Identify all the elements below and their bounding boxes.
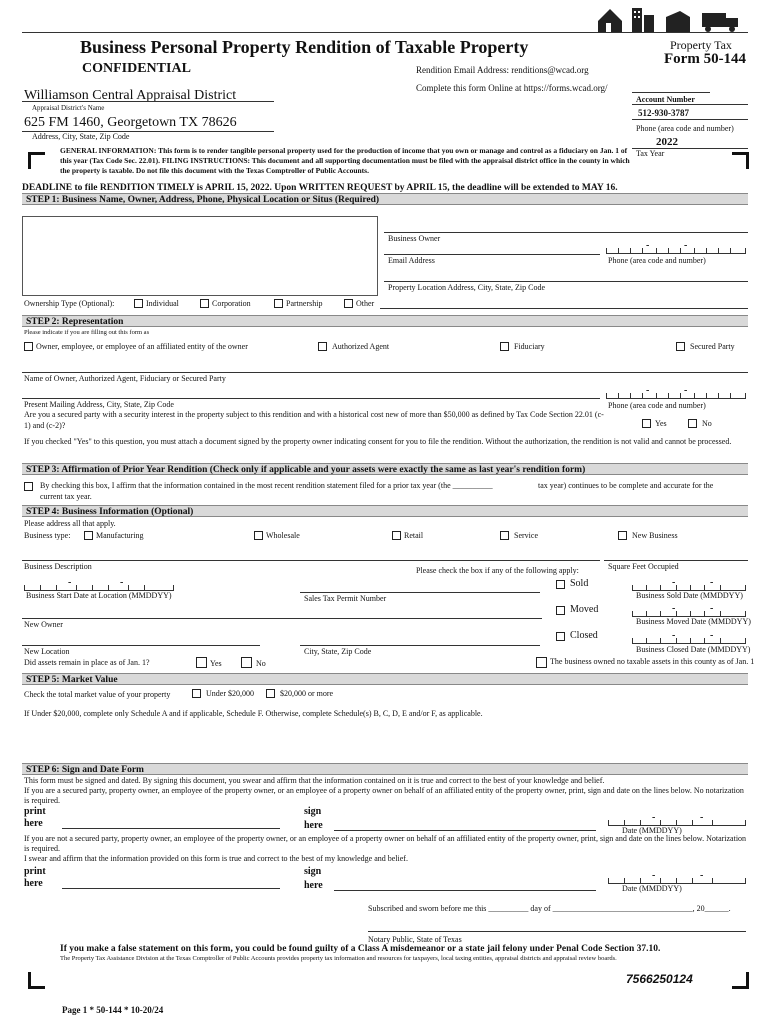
step1-header: STEP 1: Business Name, Owner, Address, Phone, Physical Location or Situs (Required): [22, 193, 748, 205]
print-here-label-2: here: [24, 878, 43, 889]
confidential-label: CONFIDENTIAL: [82, 61, 191, 76]
under-20000-label: Under $20,000: [206, 689, 254, 698]
address-all-label: Please address all that apply.: [24, 519, 116, 528]
notary-public-label: Notary Public, State of Texas: [368, 935, 462, 944]
fiduciary-label: Fiduciary: [514, 342, 545, 351]
secured-party-checkbox[interactable]: [676, 342, 685, 351]
corporation-label: Corporation: [212, 299, 251, 308]
square-feet-label: Square Feet Occupied: [608, 562, 679, 571]
print-label: print: [24, 806, 46, 817]
service-label: Service: [514, 531, 538, 540]
account-number-label: Account Number: [636, 95, 695, 104]
wholesale-checkbox[interactable]: [254, 531, 263, 540]
registration-mark: [28, 152, 45, 169]
authorized-agent-label: Authorized Agent: [332, 342, 390, 351]
step3-header: STEP 3: Affirmation of Prior Year Rendition (Check only if applicable and your assets were exactly the same as last year's rendition form): [22, 463, 748, 475]
sign-date-label-1: Date (MMDDYY): [622, 826, 682, 835]
prior-year-text: By checking this box, I affirm that the information contained in the most recent rendition statement filed for a prior tax year (the __________: [40, 481, 493, 490]
partnership-checkbox[interactable]: [274, 299, 283, 308]
page-number: Page 1 * 50-144 * 10-20/24: [62, 1005, 164, 1015]
signature-line-2[interactable]: [334, 890, 596, 891]
schedule-note: If Under $20,000, complete only Schedule A and if applicable, Schedule F. Otherwise, complete Schedule(s) B, C, D, E and/or F, as applicable.: [24, 709, 483, 718]
registration-mark: [28, 972, 45, 989]
closed-date-field[interactable]: [632, 636, 746, 644]
over-20000-checkbox[interactable]: [266, 689, 275, 698]
step4-header: STEP 4: Business Information (Optional): [22, 505, 748, 517]
barcode-number: 7566250124: [626, 972, 693, 986]
prior-year-text-3: current tax year.: [40, 492, 92, 501]
owner-checkbox[interactable]: [24, 342, 33, 351]
assets-remain-no-checkbox[interactable]: [241, 657, 252, 668]
sign-instructions-2: If you are a secured party, property owner, an employee of the property owner, or an employee of a property owner on behalf of an affiliated entity of the property owner, print, sign and date on the lines below. No notarization is required.: [24, 786, 744, 805]
city-state-zip-label: City, State, Zip Code: [304, 647, 372, 656]
secured-no-label: No: [702, 419, 712, 428]
prior-year-text-2: tax year) continues to be complete and accurate for the: [538, 481, 714, 490]
office-building-icon: [632, 8, 642, 32]
check-if-apply-label: Please check the box if any of the following apply:: [416, 566, 579, 575]
corporation-checkbox[interactable]: [200, 299, 209, 308]
secured-party-question: Are you a secured party with a security interest in the property subject to this rendition and with a historical cost new of more than $50,000 as defined by Tax Code Section 22.01 (c-1) and (c-2)?: [24, 410, 604, 430]
individual-checkbox[interactable]: [134, 299, 143, 308]
sign-instructions-3: If you are not a secured party, property owner, an employee of the property owner, or an employee of a property owner on behalf of an affiliated entity of the property owner, print, sign and date on the lines below. Notarization is required.: [24, 834, 747, 853]
sold-date-label: Business Sold Date (MMDDYY): [636, 591, 743, 600]
moved-date-label: Business Moved Date (MMDDYY): [636, 617, 751, 626]
individual-label: Individual: [146, 299, 179, 308]
sold-checkbox[interactable]: [556, 580, 565, 589]
sign-date-label-2: Date (MMDDYY): [622, 884, 682, 893]
property-type-icons: [594, 3, 746, 33]
tax-year-value: 2022: [656, 136, 678, 148]
manufacturing-checkbox[interactable]: [84, 531, 93, 540]
sign-date-field-2[interactable]: [608, 876, 746, 884]
no-taxable-assets-label: The business owned no taxable assets in this county as of Jan. 1: [550, 657, 755, 666]
form-title: Business Personal Property Rendition of Taxable Property: [80, 37, 529, 57]
moved-date-field[interactable]: [632, 609, 746, 617]
market-value-label: Check the total market value of your property: [24, 690, 171, 699]
business-description-label: Business Description: [24, 562, 92, 571]
closed-checkbox[interactable]: [556, 632, 565, 641]
assets-remain-no-label: No: [256, 659, 266, 668]
secured-no-checkbox[interactable]: [688, 419, 697, 428]
retail-checkbox[interactable]: [392, 531, 401, 540]
deadline-notice: DEADLINE to file RENDITION TIMELY is APRIL 15, 2022. Upon WRITTEN REQUEST by APRIL 15, the deadline will be extended to MAY 16.: [22, 183, 618, 193]
secured-yes-label: Yes: [655, 419, 667, 428]
ownership-type-label: Ownership Type (Optional):: [24, 299, 115, 308]
sign-here-label: here: [304, 820, 323, 831]
district-name: Williamson Central Appraisal District: [24, 88, 237, 103]
closed-label: Closed: [570, 630, 598, 641]
representative-phone-field[interactable]: [606, 391, 746, 399]
assets-remain-yes-checkbox[interactable]: [196, 657, 207, 668]
district-phone-label: Phone (area code and number): [636, 124, 734, 133]
assets-remain-yes-label: Yes: [210, 659, 222, 668]
fiduciary-checkbox[interactable]: [500, 342, 509, 351]
new-location-label: New Location: [24, 647, 70, 656]
over-20000-label: $20,000 or more: [280, 689, 334, 698]
no-taxable-assets-checkbox[interactable]: [536, 657, 547, 668]
oil-pump-icon: [666, 11, 690, 32]
print-name-line-2[interactable]: [62, 888, 280, 889]
manufacturing-label: Manufacturing: [96, 531, 144, 540]
other-checkbox[interactable]: [344, 299, 353, 308]
tax-year-label: Tax Year: [636, 149, 665, 158]
service-checkbox[interactable]: [500, 531, 509, 540]
district-address-label: Address, City, State, Zip Code: [32, 132, 130, 141]
rendition-email: Rendition Email Address: renditions@wcad.org: [416, 65, 589, 75]
closed-date-label: Business Closed Date (MMDDYY): [636, 645, 751, 654]
business-start-date-field[interactable]: [24, 583, 174, 591]
registration-mark: [732, 972, 749, 989]
sign-here-label-2: here: [304, 880, 323, 891]
property-location-label: Property Location Address, City, State, Zip Code: [388, 283, 546, 292]
signature-line-1[interactable]: [334, 830, 596, 831]
sign-date-field-1[interactable]: [608, 818, 746, 826]
subscribed-sworn-text: Subscribed and sworn before me this __________ day of ___________________________________, 20______.: [368, 904, 731, 913]
owner-phone-label: Phone (area code and number): [608, 256, 706, 265]
representative-name-label: Name of Owner, Authorized Agent, Fiduciary or Secured Party: [24, 374, 226, 383]
false-statement-warning: If you make a false statement on this form, you could be found guilty of a Class A misdemeanor or a state jail felony under Penal Code Section 37.10.: [60, 944, 661, 954]
business-owner-label: Business Owner: [388, 234, 441, 243]
sign-label-2: sign: [304, 866, 322, 877]
notary-signature-line[interactable]: [368, 931, 746, 932]
business-type-label: Business type:: [24, 531, 71, 540]
business-name-box[interactable]: [22, 216, 378, 296]
indicate-label: Please indicate if you are filling out this form as: [24, 329, 150, 336]
new-owner-label: New Owner: [24, 620, 63, 629]
assistance-division-note: The Property Tax Assistance Division at the Texas Comptroller of Public Accounts provides property tax information and resources for taxpayers, local taxing entities, appraisal districts and appraisal review boards.: [60, 955, 617, 962]
new-business-checkbox[interactable]: [618, 531, 627, 540]
secured-yes-checkbox[interactable]: [642, 419, 651, 428]
general-information: GENERAL INFORMATION: This form is to render tangible personal property used for the production of income that you own or manage and control as a fiduciary on Jan. 1 of this year (Tax Code Sec. 22.01). FILING INSTRUCTIONS: This document and all supporting documentation must be filed with the appraisal district office in the county in which the property is taxable. Do not file this document with the Texas Comptroller of Public Accounts.: [60, 146, 630, 175]
sign-instructions-1: This form must be signed and dated. By signing this document, you swear and affirm that the information contained on it is true and correct to the best of your knowledge and belief.: [24, 776, 605, 785]
form-number: Form 50-144: [664, 51, 747, 67]
owner-label: Owner, employee, or employee of an affiliated entity of the owner: [36, 342, 248, 351]
step5-header: STEP 5: Market Value: [22, 673, 748, 685]
owner-phone-field[interactable]: [606, 246, 746, 254]
form-type: Property Tax: [670, 38, 732, 52]
district-name-label: Appraisal District's Name: [32, 104, 105, 112]
business-start-date-label: Business Start Date at Location (MMDDYY): [26, 591, 172, 600]
authorized-agent-checkbox[interactable]: [318, 342, 327, 351]
moved-checkbox[interactable]: [556, 606, 565, 615]
sold-label: Sold: [570, 578, 589, 589]
district-address: 625 FM 1460, Georgetown TX 78626: [24, 115, 237, 130]
representative-phone-label: Phone (area code and number): [608, 401, 706, 410]
sign-label: sign: [304, 806, 322, 817]
under-20000-checkbox[interactable]: [192, 689, 201, 698]
print-name-line-1[interactable]: [62, 828, 280, 829]
secured-yes-note: If you checked "Yes" to this question, you must attach a document signed by the property owner indicating consent for you to file the rendition. Without the authorization, the rendition is not valid and cannot be processed.: [24, 437, 732, 446]
retail-label: Retail: [404, 531, 424, 540]
sign-instructions-4: I swear and affirm that the information provided on this form is true and correct to the best of my knowledge and belief.: [24, 854, 408, 863]
registration-mark: [732, 152, 749, 169]
print-label-2: print: [24, 866, 46, 877]
partnership-label: Partnership: [286, 299, 323, 308]
print-here-label: here: [24, 818, 43, 829]
prior-year-affirm-checkbox[interactable]: [24, 482, 33, 491]
sales-tax-permit-label: Sales Tax Permit Number: [304, 594, 387, 603]
wholesale-label: Wholesale: [266, 531, 300, 540]
other-label: Other: [356, 299, 375, 308]
district-phone: 512-930-3787: [638, 108, 689, 118]
truck-icon: [702, 13, 726, 27]
online-link[interactable]: Complete this form Online at https://forms.wcad.org/: [416, 83, 608, 93]
new-business-label: New Business: [632, 531, 678, 540]
step2-header: STEP 2: Representation: [22, 315, 748, 327]
step6-header: STEP 6: Sign and Date Form: [22, 763, 748, 775]
mailing-address-label: Present Mailing Address, City, State, Zip Code: [24, 400, 174, 409]
moved-label: Moved: [570, 604, 599, 615]
sold-date-field[interactable]: [632, 583, 746, 591]
email-address-label: Email Address: [388, 256, 435, 265]
assets-remain-label: Did assets remain in place as of Jan. 1?: [24, 658, 150, 667]
secured-party-label: Secured Party: [690, 342, 735, 351]
